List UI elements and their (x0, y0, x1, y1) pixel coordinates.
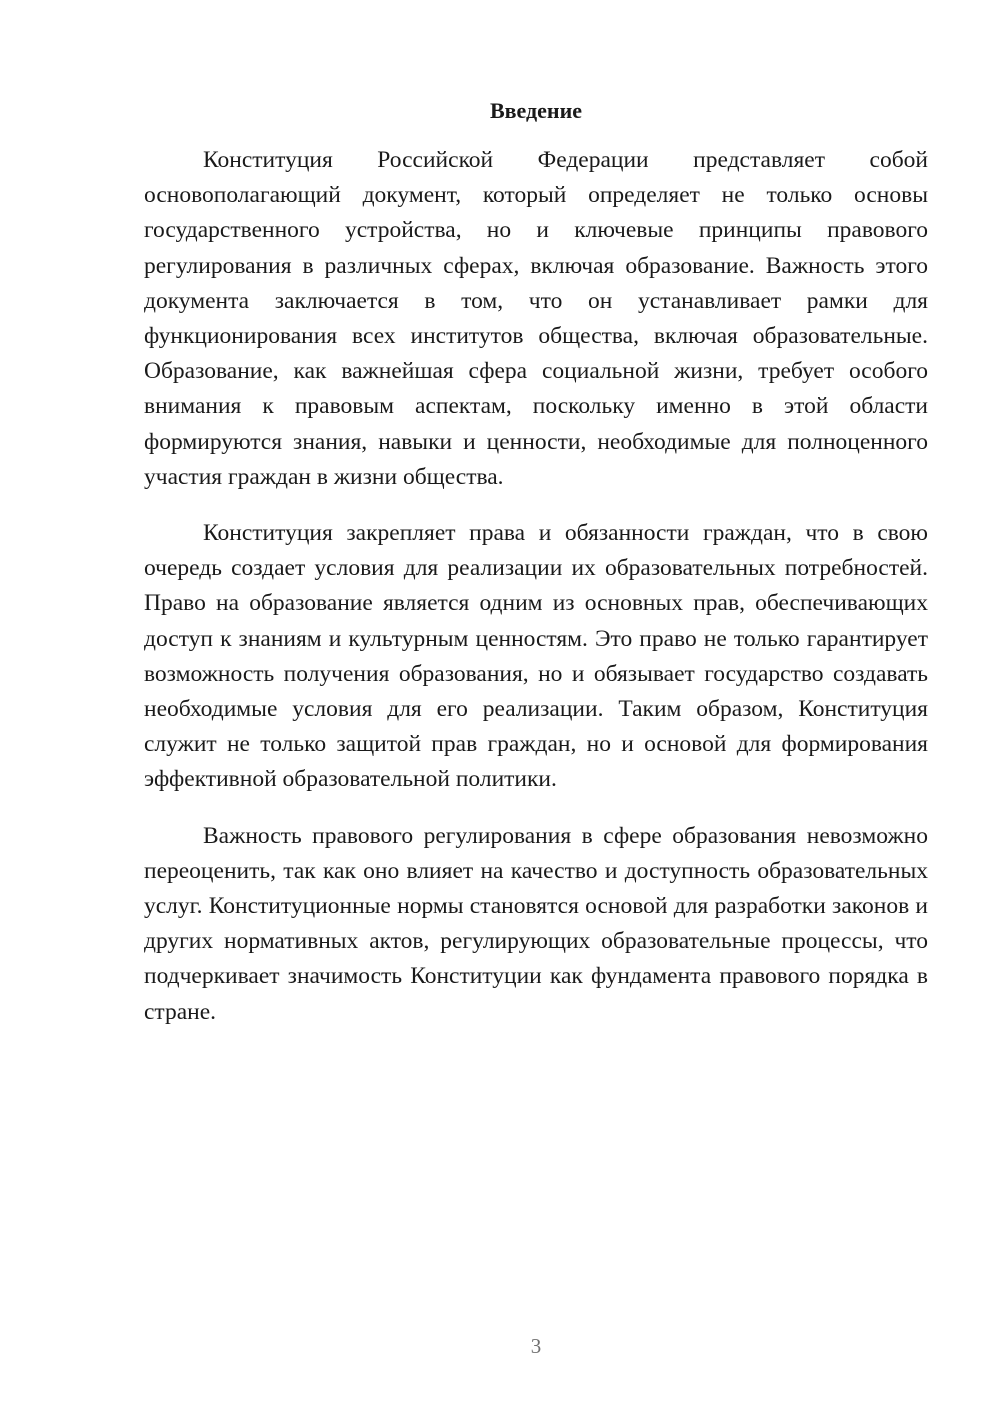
section-heading: Введение (489, 98, 583, 123)
paragraph-1: Конституция Российской Федерации представляет собой основополагающий документ, который определяет не только основы государственного устройства, но и ключевые принципы правового регулирования в различных сферах, включая образование. Важность этого документа заключается в том, что он устанавливает рамки для функционирования всех институтов общества, включая образовательные. Образование, как важнейшая сфера социальной жизни, требует особого внимания к правовым аспектам, поскольку именно в этой области формируются знания, навыки и ценности, необходимые для полноценного участия граждан в жизни общества. (144, 147, 928, 490)
page-content (144, 95, 928, 1030)
paragraph-3: Важность правового регулирования в сфере образования невозможно переоценить, так как оно влияет на качество и доступность образовательных услуг. Конституционные нормы становятся основой для разработки законов и других нормативных актов, регулирующих образовательные процессы, что подчеркивает значимость Конституции как фундамента правового порядка в стране. (144, 822, 928, 1025)
paragraph-2: Конституция закрепляет права и обязанности граждан, что в свою очередь создает условия для реализации их образовательных потребностей. Право на образование является одним из основных прав, обеспечивающих доступ к знаниям и культурным ценностям. Это право не только гарантирует возможность получения образования, но и обязывает государство создавать необходимые условия для его реализации. Таким образом, Конституция служит не только защитой прав граждан, но и основой для формирования эффективной образовательной политики. (144, 520, 928, 793)
page-number: 3 (530, 1334, 542, 1358)
